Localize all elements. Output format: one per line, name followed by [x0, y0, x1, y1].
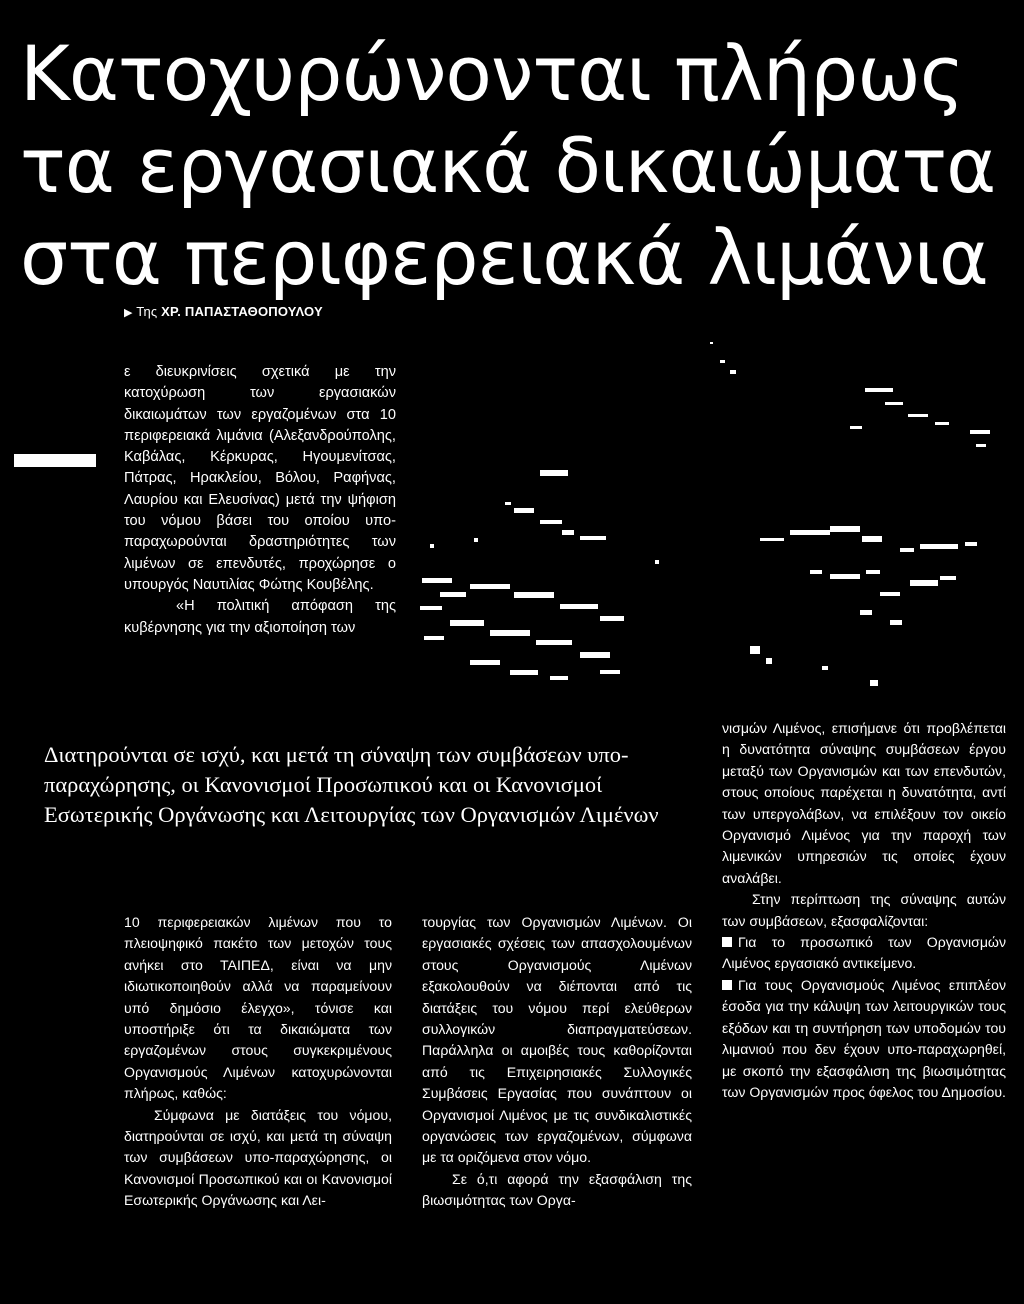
headline-line-3: στα περιφερειακά λιμάνια — [20, 213, 988, 302]
body-paragraph: 10 περιφερειακών λιμένων που το πλειοψηφικό πακέτο των μετοχών τους ανήκει στο ΤΑΙΠΕΔ, είναι να μην ιδιωτικοποιηθούν αλλά να παραμείνουν υπό δημόσιο έλεγχο», τόνισε και υποστήριξε ότι τα δικαιώματα των εργαζομένων στους συγκεκριμένους Οργανισμούς Λιμένων κατοχυρώνονται πλήρως, καθώς: — [124, 914, 392, 1102]
byline — [124, 304, 323, 319]
body-paragraph: νισμών Λιμένος, επισήμανε ότι προβλέπεται η δυνατότητα σύναψης συμβάσεων έργου μεταξύ των Οργανισμών και των επενδυτών, στους οποίους παρέχεται η δυνατότητα, αντί των υπεργολάβων, να επιλέξουν τον οικείο Οργανισμό Λιμένος για την παροχή των λιμενικών υπηρεσιών τις οποίες έχουν αναλάβει. — [722, 720, 1006, 886]
byline-prefix: Της — [136, 304, 158, 319]
lead-column — [124, 362, 396, 639]
headline-line-2: τα εργασιακά δικαιώματα — [20, 121, 996, 210]
body-column-1 — [124, 912, 392, 1212]
byline-arrow-icon: ▶ — [124, 307, 133, 319]
port-photo — [410, 330, 1024, 700]
body-column-2 — [422, 912, 692, 1212]
bullet-text: Για το προσωπικό των Οργανισμών Λιμένος εργασιακό αντικείμενο. — [722, 934, 1006, 972]
square-bullet-icon — [722, 980, 732, 990]
bullet-item — [722, 975, 1006, 1103]
photo-dark-harbor-image — [420, 342, 990, 686]
byline-author: ΧΡ. ΠΑΠΑΣΤΑΘΟΠΟΥΛΟΥ — [161, 304, 323, 319]
lead-quote-paragraph: «Η πολιτική απόφαση της κυβέρνησης για την αξιοποίηση των — [124, 598, 396, 636]
pull-quote: Διατηρούνται σε ισχύ, και μετά τη σύναψη των συμβάσεων υπο-παραχώρησης, οι Κανονισμοί Προσωπικού και οι Κανονισμοί Εσωτερικής Οργάνωσης και Λειτουργίας των Οργανισμών Λιμένων — [44, 742, 659, 827]
body-paragraph: τουργίας των Οργανισμών Λιμένων. Οι εργασιακές σχέσεις των απασχολουμένων στους Οργανισμούς Λιμένων εξακολουθούν να διέπονται από τις διατάξεις του νόμου περί ελεύθερων συλλογικών διαπραγματεύσεων. Παράλληλα οι αμοιβές τους καθορίζονται από τις Επιχειρησιακές Συλλογικές Συμβάσεις Εργασίας που συνάπτουν οι Οργανισμοί Λιμένος με τις συνδικαλιστικές οργανώσεις των εργαζομένων, σύμφωνα με τα οριζόμενα στον νόμο. — [422, 914, 692, 1166]
decorative-bar — [14, 454, 96, 467]
body-column-3 — [722, 718, 1006, 1103]
body-paragraph: Στην περίπτωση της σύναψης αυτών των συμβάσεων, εξασφαλίζονται: — [722, 891, 1006, 929]
headline-line-1: Κατοχυρώνονται πλήρως — [20, 29, 964, 118]
headline — [20, 28, 1010, 304]
bullet-item — [722, 932, 1006, 975]
body-paragraph: Σύμφωνα με διατάξεις του νόμου, διατηρούνται σε ισχύ, και μετά τη σύναψη των συμβάσεων υπο-παραχώρησης, οι Κανονισμοί Προσωπικού και οι Κανονισμοί Εσωτερικής Οργάνωσης και Λει- — [124, 1106, 392, 1209]
body-paragraph: Σε ό,τι αφορά την εξασφάλιση της βιωσιμότητας των Οργα- — [422, 1170, 692, 1209]
lead-paragraph: ε διευκρινίσεις σχετικά με την κατοχύρωση των εργασιακών δικαιωμάτων των εργαζομένων στα 10 περιφερειακά λιμάνια (Αλεξανδρούπολης, Καβάλας, Κέρκυρας, Ηγουμενίτσας, Πάτρας, Ηρακλείου, Βόλου, Ραφήνας, Λαυρίου και Ελευσίνας) μετά την ψήφιση του νόμου βάσει του οποίου υπο-παραχωρούνται δραστηριότητες των λιμένων σε επενδυτές, προχώρησε ο υπουργός Ναυτιλίας Φώτης Κουβέλης. — [124, 364, 396, 593]
bullet-text: Για τους Οργανισμούς Λιμένος επιπλέον έσοδα για την κάλυψη των λειτουργικών τους εξόδων και τη συντήρηση των υποδομών του λιμανιού που δεν έχουν υπο-παραχωρηθεί, με σκοπό την εξασφάλιση της βιωσιμότητας των Οργανισμών προς όφελος του Δημοσίου. — [722, 976, 1006, 1100]
square-bullet-icon — [722, 937, 732, 947]
